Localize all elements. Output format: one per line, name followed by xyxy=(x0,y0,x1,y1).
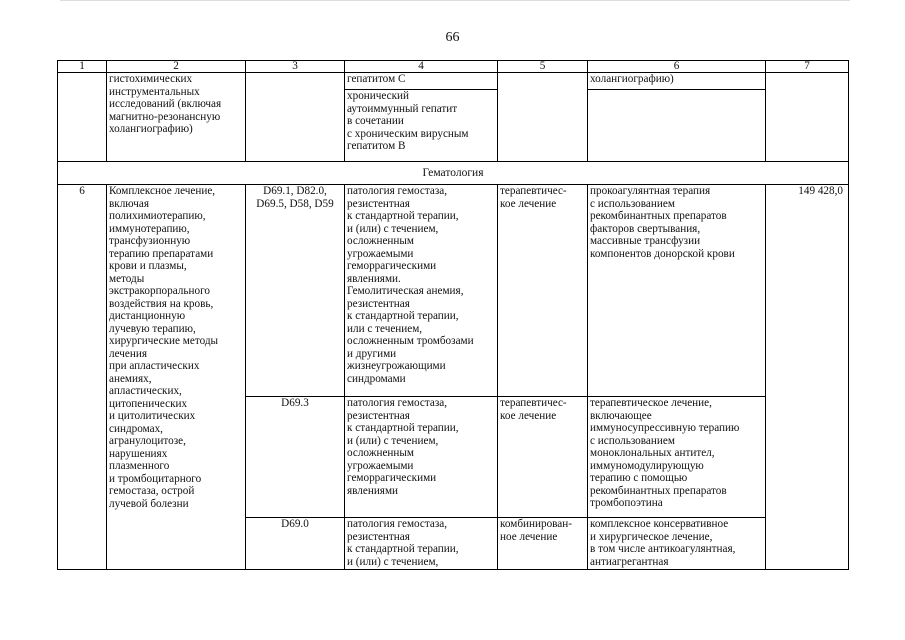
type-cell-1: терапевтичес- кое лечение xyxy=(498,185,588,397)
col-num-1: 1 xyxy=(58,61,107,73)
treatment-cell-3: комплексное консервативное и хирургическое лечение, в том числе антикоагулянтная, антиагрегантная xyxy=(588,518,766,570)
section-title: Гематология xyxy=(58,162,849,185)
cont-price-cell xyxy=(766,73,849,162)
codes-text-1: D69.1, D82.0, D69.5, D58, D59 xyxy=(256,185,334,210)
cont-model-a: гепатитом С xyxy=(345,73,498,90)
section-row xyxy=(58,162,849,185)
cont-treatment-b xyxy=(588,90,766,162)
col-num-2: 2 xyxy=(107,61,246,73)
col-num-5: 5 xyxy=(498,61,588,73)
col-num-4: 4 xyxy=(345,61,498,73)
type-cell-3: комбинирован- ное лечение xyxy=(498,518,588,570)
row-number: 6 xyxy=(58,185,107,570)
codes-cell-2 xyxy=(246,397,345,518)
codes-text-2: D69.3 xyxy=(281,397,309,409)
medical-care-table xyxy=(57,60,849,570)
col-num-7: 7 xyxy=(766,61,849,73)
table-row xyxy=(58,185,849,397)
codes-cell-3 xyxy=(246,518,345,570)
cont-num-cell xyxy=(58,73,107,162)
cont-model-b: хронический аутоиммунный гепатит в сочетании с хроническим вирусным гепатитом В xyxy=(345,90,498,162)
model-cell-1: патология гемостаза, резистентная к стандартной терапии, и (или) с течением, осложненным угрожаемыми геморрагическими явлениями. Гемолитическая анемия, резистентная к стандартной терапии, или с течением, осложненным тромбозами и другими жизнеугрожающими синдромами xyxy=(345,185,498,397)
type-cell-2: терапевтичес- кое лечение xyxy=(498,397,588,518)
cont-treatment-a: холангиографию) xyxy=(588,73,766,90)
page-number: 66 xyxy=(445,30,460,45)
col-num-3: 3 xyxy=(246,61,345,73)
price-cell: 149 428,0 xyxy=(766,185,849,570)
cont-type-cell xyxy=(498,73,588,162)
treatment-cell-1: прокоагулянтная терапия с использованием рекомбинантных препаратов факторов свертывания, массивные трансфузии компонентов донорской крови xyxy=(588,185,766,397)
codes-cell-1 xyxy=(246,185,345,397)
cont-codes-cell xyxy=(246,73,345,162)
cont-method-cell: гистохимических инструментальных исследований (включая магнитно-резонансную холангиографию) xyxy=(107,73,246,162)
treatment-cell-2: терапевтическое лечение, включающее иммуносупрессивную терапию с использованием моноклональных антител, иммуномодулирующую терапию с помощью рекомбинантных препаратов тромбопоэтина xyxy=(588,397,766,518)
continued-row-a xyxy=(58,73,849,90)
codes-text-3: D69.0 xyxy=(281,518,309,530)
model-cell-3: патология гемостаза, резистентная к стандартной терапии, и (или) с течением, xyxy=(345,518,498,570)
method-cell: Комплексное лечение, включая полихимиотерапию, иммунотерапию, трансфузионную терапию препаратами крови и плазмы, методы экстракорпорального воздействия на кровь, дистанционную лучевую терапию, хирургические методы лечения при апластических анемиях, апластических, цитопенических и цитолитических синдромах, агранулоцитозе, нарушениях плазменного и тромбоцитарного гемостаза, острой лучевой болезни xyxy=(107,185,246,570)
column-number-row xyxy=(58,61,849,73)
top-edge-line xyxy=(60,0,850,1)
col-num-6: 6 xyxy=(588,61,766,73)
model-cell-2: патология гемостаза, резистентная к стандартной терапии, и (или) с течением, осложненным угрожаемыми геморрагическими явлениями xyxy=(345,397,498,518)
